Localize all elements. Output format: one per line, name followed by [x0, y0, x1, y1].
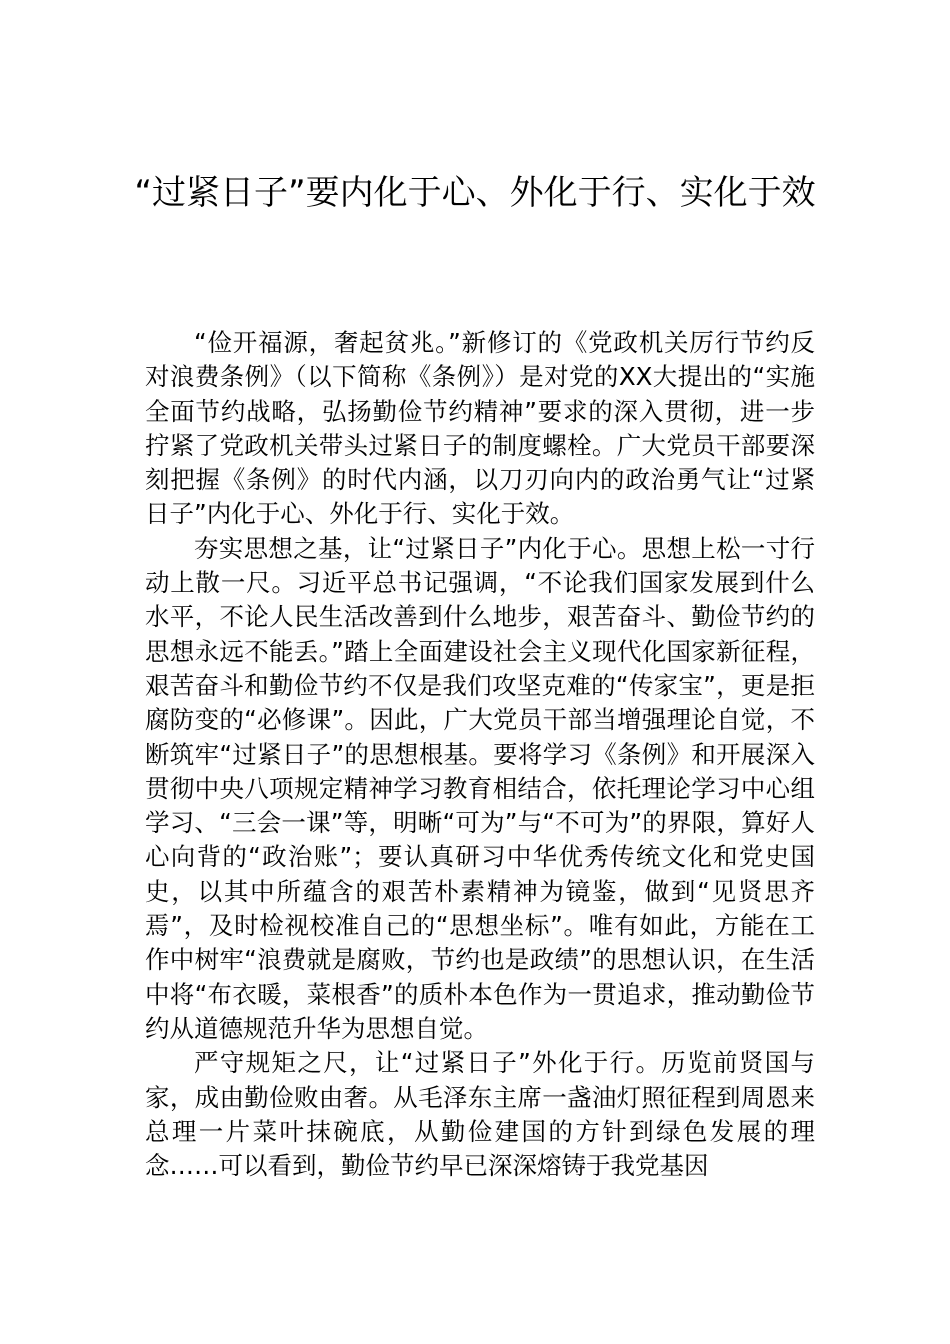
document-title: “过紧日子”要内化于心、外化于行、实化于效 — [134, 173, 816, 213]
paragraph-intro: “俭开福源，奢起贫兆。”新修订的《党政机关厉行节约反对浪费条例》（以下简称《条例》）是对党的XX大提出的“实施全面节约战略，弘扬勤俭节约精神”要求的深入贯彻，进一步拧紧了党政机关带头过紧日子的制度螺栓。广大党员干部要深刻把握《条例》的时代内涵，以刀刃向内的政治勇气让“过紧日子”内化于心、外化于行、实化于效。 — [145, 328, 815, 529]
paragraph-rules: 严守规矩之尺，让“过紧日子”外化于行。历览前贤国与家，成由勤俭败由奢。从毛泽东主席一盏油灯照征程到周恩来总理一片菜叶抹碗底，从勤俭建国的方针到绿色发展的理念……可以看到，勤俭节约早已深深熔铸于我党基因 — [145, 1048, 815, 1181]
paragraph-thought-foundation: 夯实思想之基，让“过紧日子”内化于心。思想上松一寸行动上散一尺。习近平总书记强调，“不论我们国家发展到什么水平，不论人民生活改善到什么地步，艰苦奋斗、勤俭节约的思想永远不能丢。”踏上全面建设社会主义现代化国家新征程，艰苦奋斗和勤俭节约不仅是我们攻坚克难的“传家宝”，更是拒腐防变的“必修课”。因此，广大党员干部当增强理论自觉，不断筑牢“过紧日子”的思想根基。要将学习《条例》和开展深入贯彻中央八项规定精神学习教育相结合，依托理论学习中心组学习、“三会一课”等，明晰“可为”与“不可为”的界限，算好人心向背的“政治账”；要认真研习中华优秀传统文化和党史国史，以其中所蕴含的艰苦朴素精神为镜鉴，做到“见贤思齐焉”，及时检视校准自己的“思想坐标”。唯有如此，方能在工作中树牢“浪费就是腐败，节约也是政绩”的思想认识，在生活中将“布衣暖，菜根香”的质朴本色作为一贯追求，推动勤俭节约从道德规范升华为思想自觉。 — [145, 533, 815, 1043]
document-body — [145, 326, 815, 1183]
